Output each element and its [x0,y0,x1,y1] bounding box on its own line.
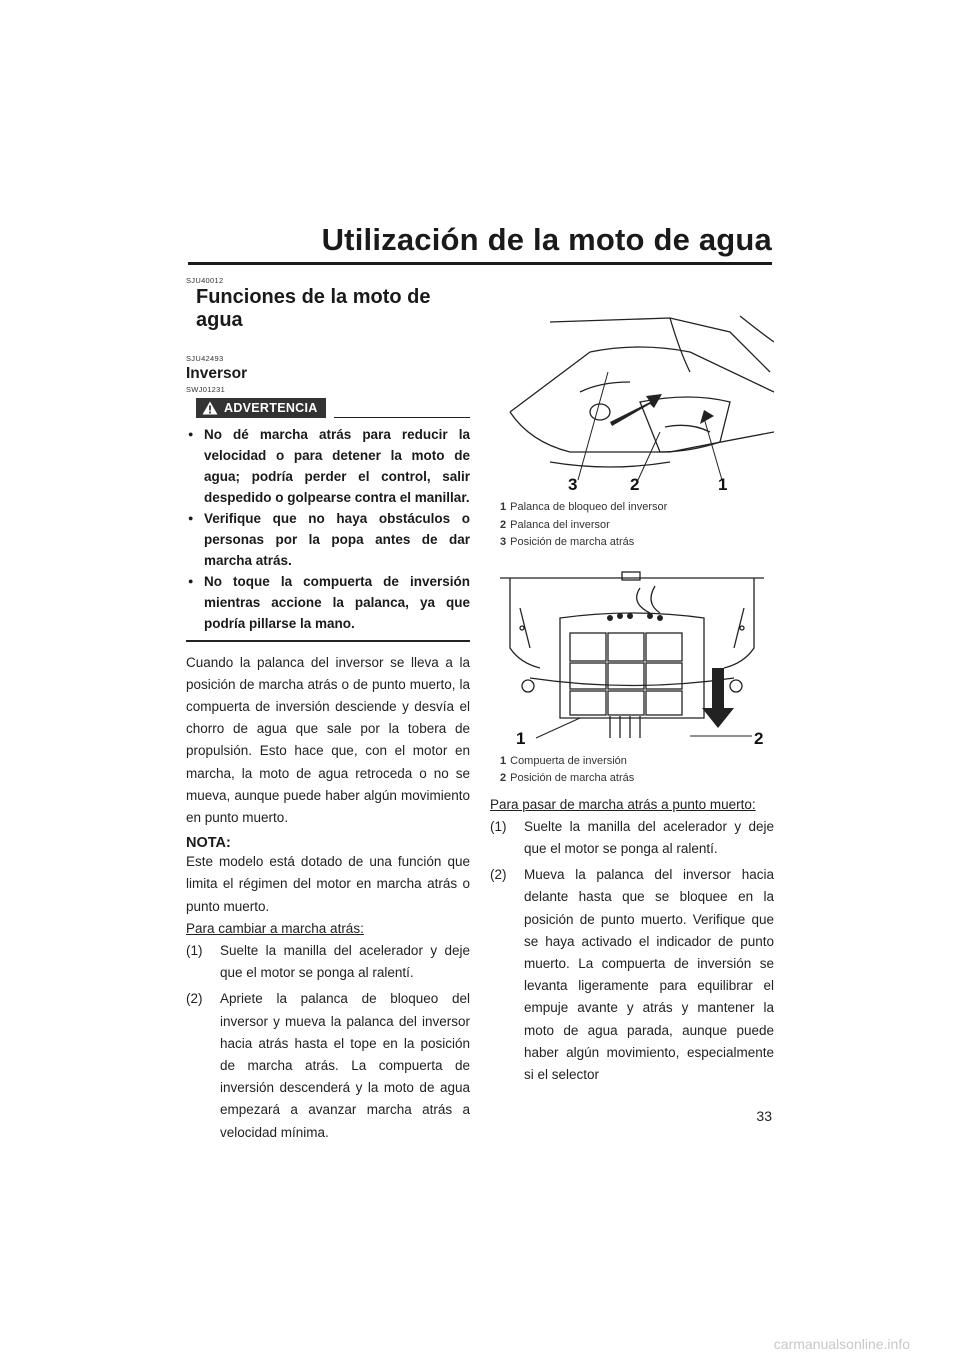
subsection-title: Inversor [186,365,248,382]
warning-code: SWJ01231 [186,385,226,394]
step-number: (1) [490,818,507,834]
warning-header [186,398,470,418]
left-column [186,276,470,1144]
warning-list [186,424,470,634]
caption-item: 2 Palanca del inversor [500,518,610,531]
warning-item: ● No dé marcha atrás para reducir la velocidad o para detener la moto de agua; podría perder el control, salir despedido o golpearse contra el manillar. [186,424,470,508]
warning-triangle-icon [202,401,218,415]
page-header-title: Utilización de la moto de agua [321,222,772,257]
step-number: (2) [186,991,203,1007]
figure2-label-1: 1 [516,728,526,748]
figure-reverse-gate [490,568,774,753]
figure2-label-2: 2 [754,728,764,748]
warning-top-rule [334,417,470,419]
subsection-code: SJU42493 [186,354,224,363]
step-text: Mueva la palanca del inversor hacia delante hasta que se bloquee en la posición de punto muerto. Verifique que se haya activado el indicador de punto muerto. La compuerta de inversión se levanta ligeramente para equilibrar el empuje avante y atrás y mantener la moto de agua parada, aunque puede haber algún movimiento, especialmente si el selector [524,867,774,1082]
warning-bottom-rule [186,640,470,642]
step-number: (1) [186,942,203,958]
caption-item: 2 Posición de marcha atrás [500,772,635,784]
step-text: Suelte la manilla del acelerador y deje que el motor se ponga al ralentí. [524,818,774,856]
warning-label: ADVERTENCIA [224,401,318,415]
reverse-gate-illustration [490,568,774,748]
intro-paragraph: Cuando la palanca del inversor se lleva a la posición de marcha atrás o de punto muerto, la compuerta de inversión desciende y desvía el chorro de agua que sale por la tobera de propulsión. Esto hace que, con el motor en marcha, la moto de agua retroceda o no se mueva, aunque puede haber algún movimiento en punto muerto. [186,654,470,825]
figure1-captions [490,499,774,552]
nota-title: NOTA: [186,835,231,852]
figure-reverse-lever [490,312,774,497]
section-code: SJU40012 [186,276,224,285]
header-rule [188,262,772,265]
caption-item: 3 Posición de marcha atrás [500,536,635,548]
caption-item: 1 Compuerta de inversión [500,754,627,767]
neutral-step [490,816,774,860]
figure2-captions [490,753,774,788]
reverse-lever-illustration [490,312,774,492]
step-number: (2) [490,867,507,883]
caption-item: 1 Palanca de bloqueo del inversor [500,501,668,513]
reverse-heading: Para cambiar a marcha atrás: [186,920,364,936]
neutral-step [490,864,774,1086]
neutral-heading: Para pasar de marcha atrás a punto muerto: [490,796,756,812]
section-title: Funciones de la moto de agua [196,286,431,331]
reverse-steps [186,940,470,1144]
figure1-label-2: 2 [630,475,640,492]
nota-text: Este modelo está dotado de una función que limita el régimen del motor en marcha atrás o punto muerto. [186,854,470,914]
right-column [490,276,774,1086]
step-text: Apriete la palanca de bloqueo del inversor y mueva la palanca del inversor hacia atrás hasta el tope en la posición de marcha atrás. La compuerta de inversión descenderá y la moto de agua empezará a avanzar marcha atrás a velocidad mínima. [220,991,470,1140]
figure1-label-3: 3 [568,475,578,492]
reverse-step [186,940,470,984]
warning-badge [196,398,326,418]
neutral-steps [490,816,774,1086]
figure1-label-1: 1 [718,475,728,492]
warning-item: ● No toque la compuerta de inversión mientras accione la palanca, ya que podría pillarse la mano. [186,571,470,634]
watermark: carmanualsonline.info [773,1336,910,1352]
page-number: 33 [756,1108,772,1124]
reverse-step [186,988,470,1143]
step-text: Suelte la manilla del acelerador y deje que el motor se ponga al ralentí. [220,942,470,981]
warning-item: ● Verifique que no haya obstáculos o personas por la popa antes de dar marcha atrás. [186,508,470,571]
